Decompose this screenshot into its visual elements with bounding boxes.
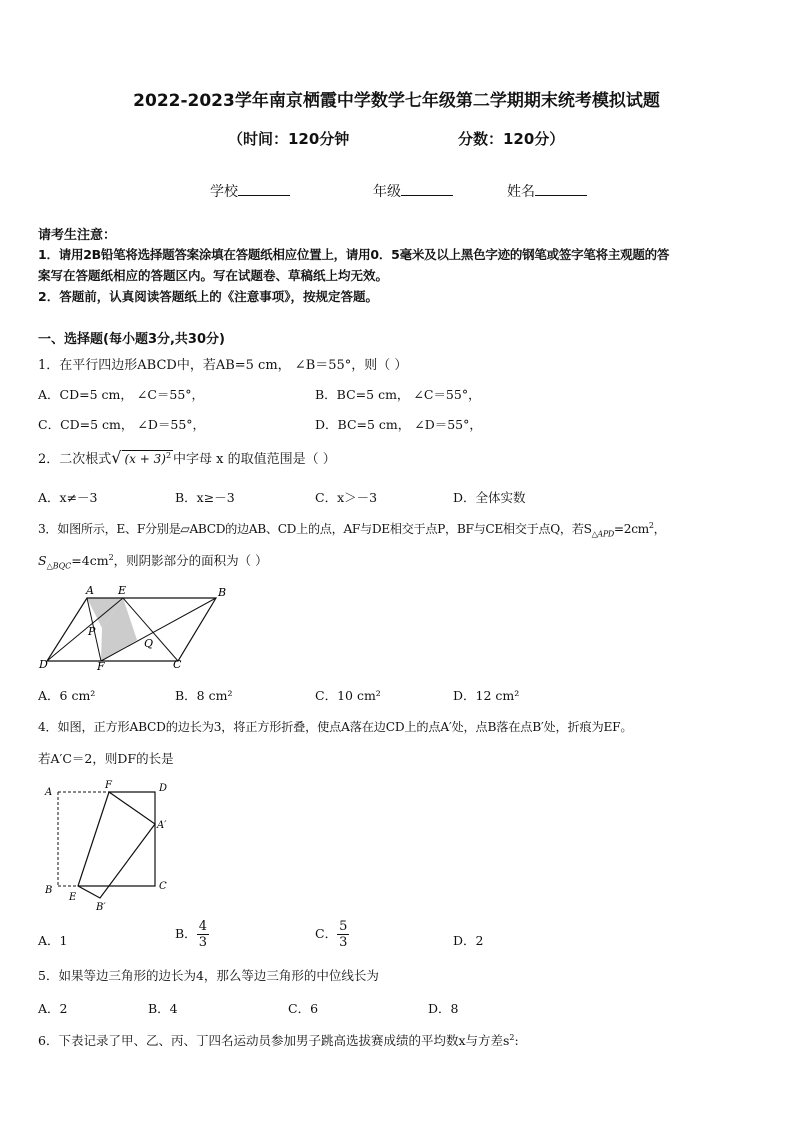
q4-folded-quad bbox=[78, 792, 155, 898]
q3-option-a[interactable]: A．6 cm² bbox=[38, 688, 96, 703]
q3-label-d: D bbox=[39, 658, 48, 671]
q4-option-c-label: C． bbox=[315, 926, 338, 941]
grade-blank[interactable] bbox=[401, 183, 453, 196]
q6-tail: : bbox=[514, 1033, 519, 1048]
notice-heading: 请考生注意： bbox=[38, 228, 117, 243]
exam-title: 2022-2023学年南京栖霞中学数学七年级第二学期期末统考模拟试题 bbox=[133, 91, 660, 111]
q2-exponent: 2 bbox=[165, 451, 172, 460]
q4-stem-line-2: 若A′C＝2，则DF的长是 bbox=[38, 751, 174, 766]
q3-sup-2: 2 bbox=[108, 552, 114, 562]
q4-c-denominator: 3 bbox=[339, 935, 348, 950]
q6-text: 6．下表记录了甲、乙、丙、丁四名运动员参加男子跳高选拔赛成绩的平均数x与方差s bbox=[38, 1033, 510, 1048]
q4-label-c: C bbox=[159, 881, 167, 892]
section-heading: 一、选择题(每小题3分,共30分) bbox=[38, 332, 225, 347]
q3-stem-line-1 bbox=[38, 520, 665, 538]
q5-option-c[interactable]: C．6 bbox=[288, 1001, 319, 1016]
q3-parallelogram-figure bbox=[36, 583, 236, 673]
q3-label-p: P bbox=[88, 625, 96, 638]
q4-option-b-label: B． bbox=[175, 926, 197, 941]
school-field[interactable] bbox=[210, 181, 290, 201]
q2-post: 中字母 x 的取值范围是（ ） bbox=[173, 452, 336, 467]
q4-c-numerator: 5 bbox=[339, 919, 348, 934]
notice-line-3: 2．答题前，认真阅读答题纸上的《注意事项》，按规定答题。 bbox=[38, 289, 378, 304]
q4-label-e: E bbox=[69, 892, 77, 903]
q2-radicand: (x + 3) bbox=[124, 452, 166, 466]
school-label: 学校 bbox=[210, 184, 238, 200]
exam-score: 分数：120分） bbox=[458, 130, 565, 148]
q4-label-b-prime: B′ bbox=[96, 902, 106, 913]
q3-sup-1: 2 bbox=[648, 520, 654, 530]
q1-option-a[interactable]: A．CD=5 cm， ∠C＝55°， bbox=[38, 387, 205, 402]
q3-text-1: 3．如图所示，E、F分别是▱ABCD的边AB、CD上的点，AF与DE相交于点P，BF与CE相交于点Q，若S bbox=[38, 522, 592, 536]
q1-stem: 1．在平行四边形ABCD中，若AB=5 cm， ∠B＝55°，则（ ） bbox=[38, 358, 408, 373]
q3-option-c[interactable]: C．10 cm² bbox=[315, 688, 381, 703]
q3-stem-line-2 bbox=[38, 551, 268, 571]
q4-label-d: D bbox=[159, 783, 168, 794]
q4-square-figure bbox=[38, 776, 178, 916]
q3-tail-1: ， bbox=[653, 522, 666, 536]
q3-s: S bbox=[38, 553, 47, 568]
q4-option-c[interactable] bbox=[315, 919, 349, 950]
q3-label-e: E bbox=[118, 584, 127, 597]
q4-stem-line-1: 4．如图，正方形ABCD的边长为3，将正方形折叠，使点A落在边CD上的点A′处，点B落在点B′处，折痕为EF。 bbox=[38, 720, 633, 734]
q1-option-b[interactable]: B．BC=5 cm， ∠C＝55°， bbox=[315, 387, 481, 402]
q4-option-b[interactable] bbox=[175, 919, 209, 950]
q4-label-b: B bbox=[45, 885, 53, 896]
q3-option-d[interactable]: D．12 cm² bbox=[453, 688, 520, 703]
q3-tail-2: ，则阴影部分的面积为（ ） bbox=[113, 553, 268, 568]
q4-option-b-fraction bbox=[197, 919, 209, 950]
q2-pre: 2．二次根式 bbox=[38, 452, 112, 467]
q4-label-a-prime: A′ bbox=[157, 820, 167, 831]
q6-stem bbox=[38, 1031, 519, 1049]
q3-label-c: C bbox=[173, 658, 182, 671]
notice-line-1: 1．请用2B铅笔将选择题答案涂填在答题纸相应位置上，请用0．5毫米及以上黑色字迹的钢笔或签字笔将主观题的答 bbox=[38, 247, 670, 262]
q4-b-numerator: 4 bbox=[198, 919, 207, 934]
q2-option-a[interactable]: A．x≠－3 bbox=[38, 490, 98, 505]
q2-stem bbox=[38, 448, 336, 467]
q4-option-c-fraction bbox=[337, 919, 349, 950]
q3-label-q: Q bbox=[144, 637, 154, 650]
q3-sub-1: △APD bbox=[591, 529, 614, 539]
q4-label-a: A bbox=[45, 787, 53, 798]
grade-label: 年级 bbox=[373, 184, 401, 200]
q3-sub-2: △BQC bbox=[46, 561, 72, 571]
q3-mid-1: =2cm bbox=[613, 522, 649, 536]
name-blank[interactable] bbox=[535, 183, 587, 196]
sqrt-sign: √ bbox=[111, 448, 122, 467]
q4-b-denominator: 3 bbox=[198, 935, 207, 950]
q2-option-c[interactable]: C．x＞－3 bbox=[315, 490, 378, 505]
grade-field[interactable] bbox=[373, 181, 453, 201]
q3-label-f: F bbox=[97, 660, 105, 673]
q5-option-d[interactable]: D．8 bbox=[428, 1001, 459, 1016]
notice-line-2: 案写在答题纸相应的答题区内。写在试题卷、草稿纸上均无效。 bbox=[38, 268, 389, 283]
q3-label-a: A bbox=[86, 584, 94, 597]
q1-option-c[interactable]: C．CD=5 cm， ∠D＝55°， bbox=[38, 417, 206, 432]
q5-stem: 5．如果等边三角形的边长为4，那么等边三角形的中位线长为 bbox=[38, 968, 379, 983]
q4-label-f: F bbox=[105, 780, 112, 791]
q3-option-b[interactable]: B．8 cm² bbox=[175, 688, 233, 703]
q3-label-b: B bbox=[218, 586, 227, 599]
q1-option-d[interactable]: D．BC=5 cm， ∠D＝55°， bbox=[315, 417, 482, 432]
q2-option-d[interactable]: D．全体实数 bbox=[453, 490, 526, 505]
exam-time: （时间：120分钟 bbox=[228, 130, 350, 148]
q2-option-b[interactable]: B．x≥－3 bbox=[175, 490, 235, 505]
q4-option-a[interactable]: A．1 bbox=[38, 933, 68, 948]
school-blank[interactable] bbox=[238, 183, 290, 196]
q6-sup: 2 bbox=[509, 1032, 515, 1042]
q3-text-2: =4cm bbox=[71, 553, 109, 568]
name-label: 姓名 bbox=[507, 184, 535, 200]
q5-option-a[interactable]: A．2 bbox=[38, 1001, 68, 1016]
q4-option-d[interactable]: D．2 bbox=[453, 933, 484, 948]
name-field[interactable] bbox=[507, 181, 587, 201]
q5-option-b[interactable]: B．4 bbox=[148, 1001, 178, 1016]
